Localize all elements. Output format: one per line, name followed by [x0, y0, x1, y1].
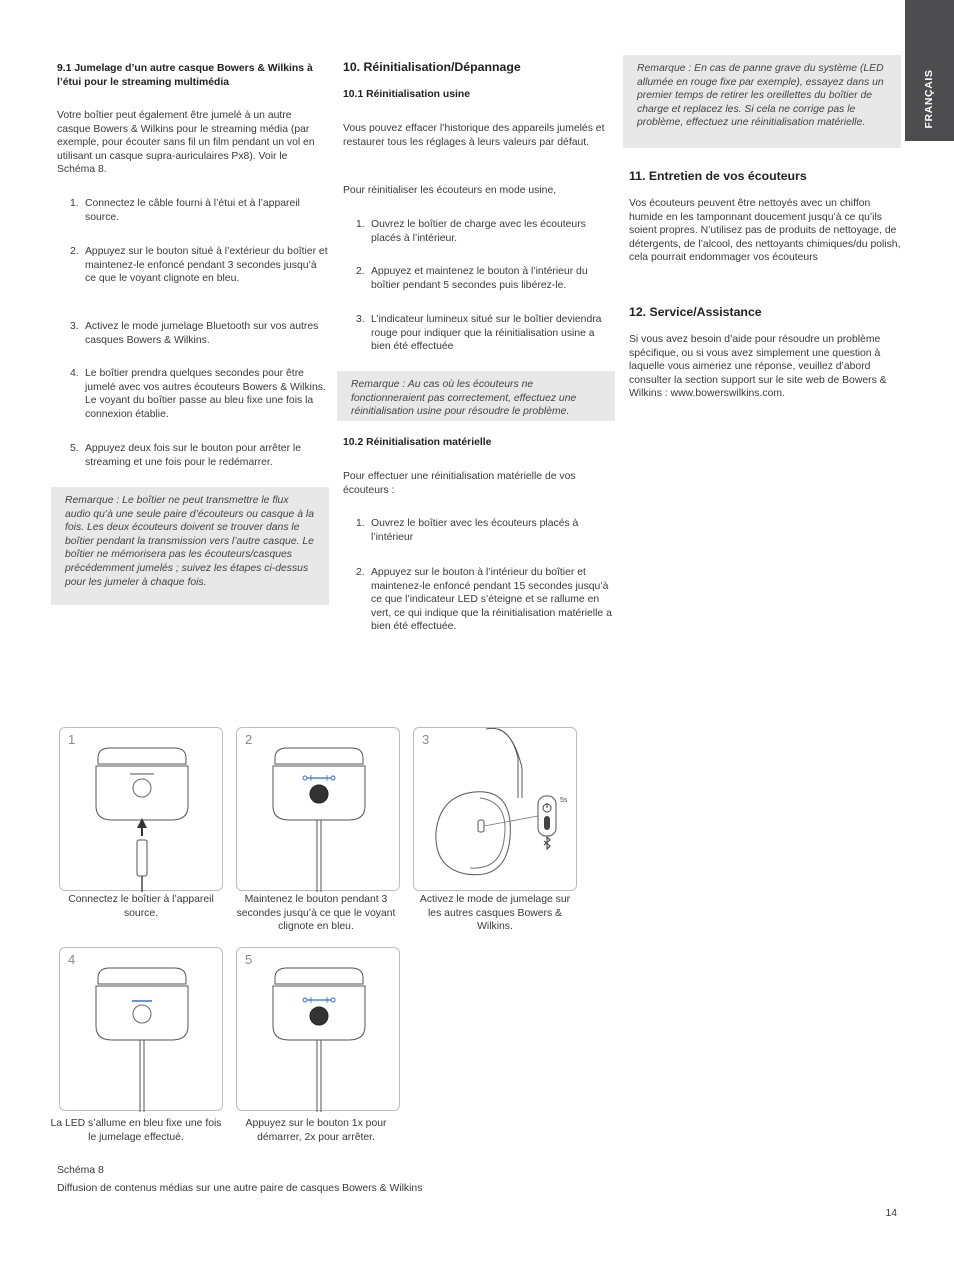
page-number: 14	[885, 1208, 897, 1219]
section-9-1-heading: 9.1 Jumelage d’un autre casque Bowers & Wilkins à l’étui pour le streaming multimédia	[57, 63, 313, 88]
list-item: 2. Appuyez sur le bouton situé à l’extérieur du boîtier et maintenez-le enfoncé pendant 3 secondes jusqu’à ce que le voyant clignote en bleu.	[70, 246, 328, 285]
section-10-2-para: Pour effectuer une réinitialisation matérielle de vos écouteurs :	[343, 471, 576, 496]
figure-panel-3	[413, 727, 577, 891]
list-item: 3. Activez le mode jumelage Bluetooth sur vos autres casques Bowers & Wilkins.	[70, 321, 319, 346]
panel-number: 1	[68, 732, 76, 747]
charging-case-paired-illustration	[60, 948, 224, 1112]
list-item: 3. L’indicateur lumineux situé sur le boîtier deviendra rouge pour indiquer que la réinitialisation usine a bien été effectuée	[356, 314, 602, 353]
list-item: 1. Ouvrez le boîtier avec les écouteurs placés à l’intérieur	[356, 518, 579, 543]
section-10-1-para1: Vous pouvez effacer l’historique des appareils jumelés et restaurer tous les réglages à leurs valeurs par défaut.	[343, 123, 605, 148]
panel-caption-5: Appuyez sur le bouton 1x pour démarrer, 2x pour arrêter.	[245, 1118, 387, 1143]
charging-case-cable-illustration	[60, 728, 224, 892]
list-item: 2. Appuyez sur le bouton à l’intérieur du boîtier et maintenez-le enfoncé pendant 15 secondes jusqu’à ce que l’indicateur LED s’éteigne et se rallume en vert, ce qui indique que la réinitialisation matérielle a bien été effectuée.	[356, 567, 612, 633]
panel-number: 5	[245, 952, 253, 967]
panel-number: 2	[245, 732, 253, 747]
charging-case-button-press-illustration	[237, 728, 401, 892]
section-10-2-heading: 10.2 Réinitialisation matérielle	[343, 437, 492, 448]
section-12-para: Si vous avez besoin d’aide pour résoudre un problème spécifique, ou si vous avez simplement une question à laquelle vous aimeriez une réponse, veuillez d’abord consulter la section support sur le site web de Bowers & Wilkins : www.bowerswilkins.com.	[629, 334, 887, 400]
list-item: 4. Le boîtier prendra quelques secondes pour être jumelé avec vos autres écouteurs Bowers & Wilkins. Le voyant du boîtier passe au bleu fixe une fois la connexion établie.	[70, 368, 326, 420]
panel-caption-4: La LED s’allume en bleu fixe une fois le jumelage effectué.	[50, 1118, 222, 1143]
language-tab-label: FRANÇAIS	[922, 69, 935, 129]
panel-number: 4	[68, 952, 76, 967]
section-10-note-system: Remarque : En cas de panne grave du système (LED allumée en rouge fixe par exemple), essayez dans un premier temps de retirer les oreillettes du boîtier de charge et replacez les. Si cela ne corrige pas le problème, effectuez une réinitialisation matérielle.	[623, 55, 901, 148]
panel-caption-1: Connectez le boîtier à l’appareil source.	[68, 894, 214, 919]
section-11-heading: 11. Entretien de vos écouteurs	[629, 169, 807, 183]
figure-panel-5	[236, 947, 400, 1111]
section-11-para: Vos écouteurs peuvent être nettoyés avec un chiffon humide en les tamponnant doucement jusqu’à ce qu’ils soient propres. N’utilisez pas de produits de nettoyage, de détergents, de l’alcool, des nettoyants chimiques/du polish, cela pourrait endommager vos écouteurs	[629, 198, 901, 264]
charging-case-start-stop-illustration	[237, 948, 401, 1112]
headphones-pairing-illustration	[414, 728, 578, 892]
timer-label: 5s	[560, 797, 568, 804]
language-tab	[905, 0, 954, 141]
section-10-1-para2: Pour réinitialiser les écouteurs en mode usine,	[343, 185, 557, 196]
section-12-heading: 12. Service/Assistance	[629, 305, 762, 319]
panel-caption-2: Maintenez le bouton pendant 3 secondes jusqu’à ce que le voyant clignote en bleu.	[236, 894, 396, 933]
list-item: 1. Connectez le câble fourni à l’étui et à l’appareil source.	[70, 198, 300, 223]
figure-panel-1	[59, 727, 223, 891]
panel-number: 3	[422, 732, 430, 747]
list-item: 1. Ouvrez le boîtier de charge avec les écouteurs placés à l’intérieur.	[356, 219, 586, 244]
panel-caption-3: Activez le mode de jumelage sur les autres casques Bowers & Wilkins.	[419, 894, 571, 933]
figure-panel-4	[59, 947, 223, 1111]
section-10-1-heading: 10.1 Réinitialisation usine	[343, 89, 471, 100]
list-item: 2. Appuyez et maintenez le bouton à l’intérieur du boîtier pendant 5 secondes puis libérez-le.	[356, 266, 588, 291]
figure-description: Diffusion de contenus médias sur une autre paire de casques Bowers & Wilkins	[57, 1183, 423, 1194]
section-9-1-intro: Votre boîtier peut également être jumelé à un autre casque Bowers & Wilkins pour le streaming média (par exemple, pour écouter sans fil un film pendant un vol en utilisant un casque supra-auriculaires Px8). Voir le Schéma 8.	[57, 110, 315, 176]
section-9-1-note: Remarque : Le boîtier ne peut transmettre le flux audio qu’à une seule paire d’écouteurs ou casque à la fois. Les deux écouteurs doivent se trouver dans le boîtier pendant la transmission vers l’autre casque. Le boîtier ne mémorisera pas les écouteurs/casques précédemment jumelés ; suivez les étapes ci-dessus pour les jumeler à chaque fois.	[51, 487, 329, 605]
list-item: 5. Appuyez deux fois sur le bouton pour arrêter le streaming et une fois pour le redémarrer.	[70, 443, 302, 468]
figure-panel-2	[236, 727, 400, 891]
section-10-1-note: Remarque : Au cas où les écouteurs ne fonctionneraient pas correctement, effectuez une réinitialisation usine pour résoudre le problème.	[337, 371, 615, 421]
section-10-heading: 10. Réinitialisation/Dépannage	[343, 60, 521, 74]
figure-title: Schéma 8	[57, 1165, 104, 1176]
